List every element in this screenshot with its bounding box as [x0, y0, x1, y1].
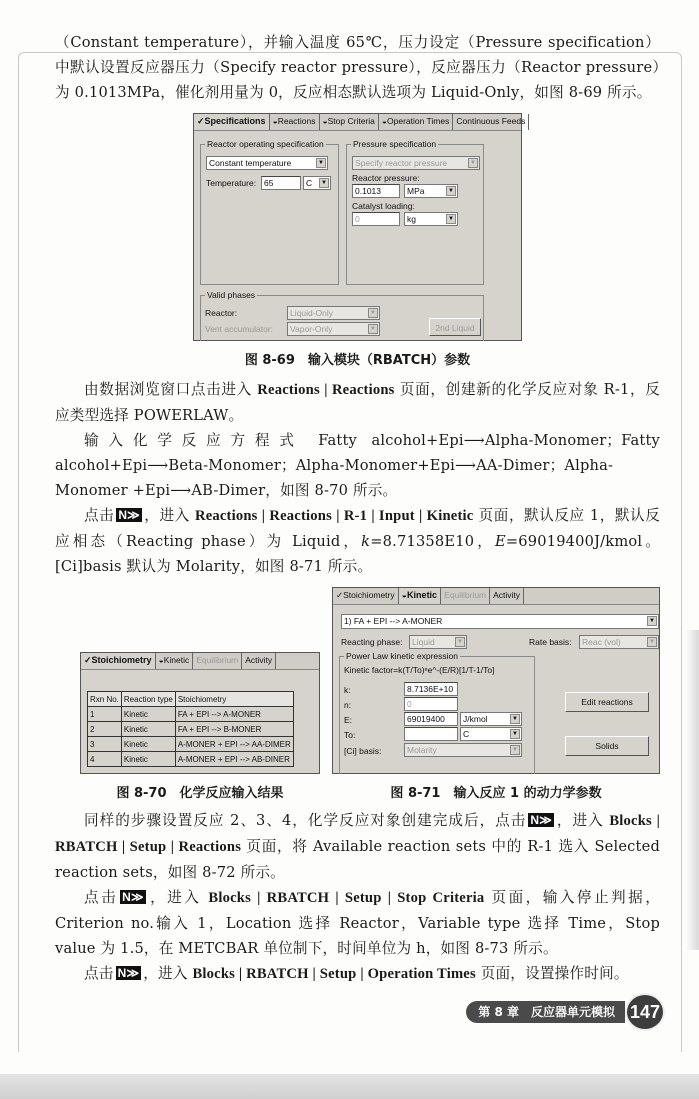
- valid-phases-group: [200, 290, 484, 341]
- rate-basis-label: Rate basis:: [529, 637, 572, 647]
- group-label: Valid phases: [207, 290, 256, 300]
- table-wrapper: [87, 691, 294, 767]
- text-run: 点击: [84, 889, 119, 906]
- catalyst-unit-select[interactable]: [404, 212, 458, 226]
- table-cell[interactable]: 3: [88, 737, 122, 752]
- text-run: =8.71358E10，: [370, 533, 495, 550]
- kinetic-dialog: [332, 587, 660, 774]
- paragraph: [55, 503, 660, 579]
- n-label: n:: [344, 700, 352, 710]
- catalyst-label: Catalyst loading:: [352, 201, 415, 211]
- text-run: 页面，设置操作时间。: [475, 965, 629, 982]
- table-cell[interactable]: 4: [88, 752, 122, 767]
- select-value: Liquid-Only: [290, 308, 333, 318]
- reaction-select[interactable]: [341, 614, 659, 629]
- pressure-unit-select[interactable]: [404, 184, 458, 198]
- figure-8-70: [80, 652, 320, 804]
- paragraph: [55, 428, 660, 503]
- reacting-phase-label: Reacting phase:: [341, 637, 403, 647]
- paragraph: [55, 961, 660, 987]
- page-edge: [685, 630, 699, 950]
- tab-equilibrium[interactable]: Equilibrium: [441, 588, 490, 604]
- paragraph: [55, 885, 660, 961]
- text-run: （Constant temperature），并输入温度 65℃，压力设定（Pressure specification）中默认设置反应器压力（Specify reactor pressure），反应器压力（Reactor pressure）为 0.1013MPa，催化剂用量为 0，反应相态默认选项为 Liquid-Only，如图 8-69 所示。: [55, 34, 660, 101]
- tab-stoichiometry[interactable]: ✓Stoichiometry: [81, 653, 156, 669]
- group-label: Reactor operating specification: [207, 139, 324, 149]
- select-value: Molarity: [407, 745, 437, 755]
- tab-reactions[interactable]: ◒Reactions: [270, 114, 320, 130]
- text-run: =69019400J/kmol。[Ci]basis 默认为 Molarity，如图 8-71 所示。: [55, 533, 661, 575]
- table-cell[interactable]: A-MONER + EPI --> AA-DIMER: [175, 737, 293, 752]
- second-liquid-button[interactable]: 2nd Liquid: [429, 318, 481, 336]
- e-input[interactable]: 69019400: [404, 712, 458, 726]
- tab-operation-times[interactable]: ◒Operation Times: [379, 114, 454, 130]
- page-content: [55, 30, 660, 1031]
- figure-8-71: [332, 587, 660, 804]
- pressure-spec-group: [346, 139, 484, 285]
- chevron-down-icon: ▼: [319, 178, 329, 188]
- temperature-unit-select[interactable]: [303, 176, 331, 190]
- next-button-icon: N≫: [117, 966, 140, 980]
- tab-specifications[interactable]: ✓Specifications: [194, 114, 270, 130]
- pressure-label: Reactor pressure:: [352, 173, 420, 183]
- chevron-down-icon: ▼: [510, 729, 520, 739]
- rate-basis-select[interactable]: [579, 635, 659, 649]
- group-label: Pressure specification: [353, 139, 437, 149]
- text-run: ，进入: [147, 889, 209, 906]
- e-unit-select[interactable]: [460, 712, 522, 726]
- paragraph: [55, 30, 660, 105]
- figure-caption: 图 8-69 输入模块（RBATCH）参数: [244, 353, 471, 368]
- reactor-phase-select[interactable]: [287, 306, 380, 320]
- column-header: Stoichiometry: [175, 692, 293, 707]
- select-value: Vapor-Only: [290, 324, 333, 334]
- ci-basis-label: [Ci] basis:: [344, 746, 382, 756]
- to-input[interactable]: [404, 727, 458, 741]
- text-run: ，进入: [556, 812, 610, 829]
- text-run: E: [494, 533, 506, 550]
- table-cell[interactable]: FA + EPI --> A-MONER: [175, 707, 293, 722]
- chevron-down-icon: ▼: [455, 637, 465, 647]
- text-run: 同样的步骤设置反应 2、3、4，化学反应对象创建完成后，点击: [84, 812, 527, 829]
- chevron-down-icon: ▼: [647, 616, 657, 626]
- next-button-icon: N≫: [122, 890, 144, 904]
- paragraph: [55, 808, 660, 885]
- reactor-phase-label: Reactor:: [205, 308, 238, 318]
- k-label: k:: [344, 685, 351, 695]
- menu-path: Blocks | RBATCH | Setup | Stop Criteria: [208, 890, 485, 906]
- text-run: k: [361, 533, 371, 550]
- chevron-down-icon: ▼: [446, 186, 456, 196]
- reactor-spec-select[interactable]: [206, 156, 328, 170]
- chapter-label: 第 8 章 反应器单元模拟: [466, 1001, 625, 1023]
- page-number: 147: [625, 993, 665, 1031]
- table-cell[interactable]: Kinetic: [121, 707, 175, 722]
- tab-stoichiometry[interactable]: ✓Stoichiometry: [333, 588, 399, 604]
- chevron-down-icon: ▼: [368, 308, 378, 318]
- table-cell[interactable]: 2: [88, 722, 122, 737]
- tab-kinetic[interactable]: ◒Kinetic: [399, 588, 441, 604]
- reactions-result-dialog: [80, 652, 320, 774]
- select-value: Reac (vol): [582, 637, 621, 647]
- table-cell[interactable]: A-MONER + EPI --> AB-DINER: [175, 752, 293, 767]
- text-run: 页面，默认反应 1，默认反应相态（Reacting phase）为 Liquid，: [55, 507, 660, 550]
- tab-kinetic[interactable]: ◒Kinetic: [156, 653, 194, 669]
- pressure-spec-select[interactable]: [352, 156, 480, 170]
- n-input[interactable]: 0: [404, 697, 458, 711]
- next-button-icon: N≫: [118, 508, 140, 522]
- select-value: C: [463, 729, 470, 739]
- select-value: Liquid: [412, 637, 435, 647]
- vent-label: Vent accumulator:: [205, 324, 274, 334]
- tab-continuous-feeds[interactable]: Continuous Feeds: [453, 114, 529, 130]
- tab-bar: [81, 653, 319, 670]
- table-row[interactable]: [88, 752, 294, 767]
- figure-caption: 图 8-71 输入反应 1 的动力学参数: [390, 786, 602, 801]
- select-value: Specify reactor pressure: [355, 158, 448, 168]
- figure-row: [55, 587, 660, 804]
- text-run: 页面，输入停止判据，Criterion no.输入 1，Location 选择 Reactor，Variable type 选择 Time，Stop value 为 1.5，在 METCBAR 单位制下，时间单位为 h，如图 8-73 所示。: [55, 889, 660, 957]
- tab-activity[interactable]: Activity: [490, 588, 524, 604]
- menu-path: Reactions | Reactions: [257, 382, 395, 398]
- text-run: 输入化学反应方程式 Fatty alcohol+Epi⟶Alpha-Monomer；Fatty alcohol+Epi⟶Beta-Monomer；Alpha-Monomer+Epi⟶AA-Dimer；Alpha-Monomer +Epi⟶AB-Dimer，如图 8-70 所示。: [55, 432, 660, 499]
- column-header: Reaction type: [121, 692, 175, 707]
- chevron-down-icon: ▼: [510, 745, 520, 755]
- tab-bar: [194, 114, 526, 131]
- page-footer: [55, 993, 665, 1031]
- chevron-down-icon: ▼: [647, 637, 657, 647]
- edit-reactions-button[interactable]: Edit reactions: [565, 692, 649, 712]
- table-cell[interactable]: Kinetic: [121, 722, 175, 737]
- page-bottom: [0, 1074, 699, 1099]
- select-value: kg: [407, 214, 416, 224]
- chevron-down-icon: ▼: [368, 324, 378, 334]
- chevron-down-icon: ▼: [510, 714, 520, 724]
- vent-phase-select[interactable]: [287, 322, 380, 336]
- tab-stop-criteria[interactable]: ◒Stop Criteria: [320, 114, 379, 130]
- text-run: 页面，将 Available reaction sets 中的 R-1 选入 Selected reaction sets，如图 8-72 所示。: [55, 838, 660, 881]
- text-run: 由数据浏览窗口点击进入: [84, 381, 258, 398]
- ci-basis-select[interactable]: [404, 743, 522, 757]
- menu-path: Blocks | RBATCH | Setup | Operation Times: [192, 966, 476, 982]
- text-run: 页面，创建新的化学反应对象 R-1，反应类型选择 POWERLAW。: [55, 381, 661, 424]
- reactions-table: [87, 691, 294, 767]
- column-header: Rxn No.: [88, 692, 122, 707]
- solids-button[interactable]: Solids: [565, 736, 649, 756]
- pressure-input[interactable]: 0.1013: [352, 184, 400, 198]
- table-row[interactable]: [88, 722, 294, 737]
- table-cell[interactable]: Kinetic: [121, 752, 175, 767]
- select-value: 1) FA + EPI --> A-MONER: [344, 616, 443, 626]
- table-cell[interactable]: 1: [88, 707, 122, 722]
- figure-caption: 图 8-70 化学反应输入结果: [116, 786, 284, 801]
- select-value: C: [306, 178, 313, 188]
- group-label: Power Law kinetic expression: [346, 651, 458, 661]
- next-button-icon: N≫: [530, 813, 553, 827]
- power-law-group: [339, 651, 535, 774]
- chevron-down-icon: ▼: [316, 158, 326, 168]
- chevron-down-icon: ▼: [446, 214, 456, 224]
- figure-8-69: [193, 113, 526, 371]
- k-input[interactable]: 8.7136E+10: [404, 682, 458, 696]
- menu-path: Blocks | RBATCH | Setup | Reactions: [55, 813, 660, 855]
- tab-activity[interactable]: Activity: [242, 653, 276, 669]
- text-run: ，进入: [143, 507, 195, 524]
- temperature-input[interactable]: 65: [261, 176, 301, 190]
- catalyst-input[interactable]: 0: [352, 212, 400, 226]
- tab-bar: [333, 588, 659, 605]
- table-cell[interactable]: FA + EPI --> B-MONER: [175, 722, 293, 737]
- select-value: Constant temperature: [209, 158, 292, 168]
- menu-path: Reactions | Reactions | R-1 | Input | Kinetic: [194, 508, 474, 524]
- table-row[interactable]: [88, 737, 294, 752]
- to-label: To:: [344, 730, 356, 740]
- reactor-spec-group: [200, 139, 339, 285]
- paragraph: [55, 377, 660, 428]
- table-cell[interactable]: Kinetic: [121, 737, 175, 752]
- text-run: 点击: [84, 507, 115, 524]
- chevron-down-icon: ▼: [468, 158, 478, 168]
- kinetic-formula: Kinetic factor=k(T/To)ⁿe^-(E/R)[1/T-1/To]: [344, 665, 495, 675]
- to-unit-select[interactable]: [460, 727, 522, 741]
- select-value: J/kmol: [463, 714, 488, 724]
- e-label: E:: [344, 715, 353, 725]
- tab-equilibrium[interactable]: Equilibrium: [193, 653, 242, 669]
- table-row[interactable]: [88, 707, 294, 722]
- rbatch-input-dialog: [193, 113, 526, 341]
- text-run: ，进入: [143, 965, 193, 982]
- select-value: MPa: [407, 186, 425, 196]
- reacting-phase-select[interactable]: [409, 635, 467, 649]
- text-run: 点击: [84, 965, 114, 982]
- temperature-label: Temperature:: [206, 178, 257, 188]
